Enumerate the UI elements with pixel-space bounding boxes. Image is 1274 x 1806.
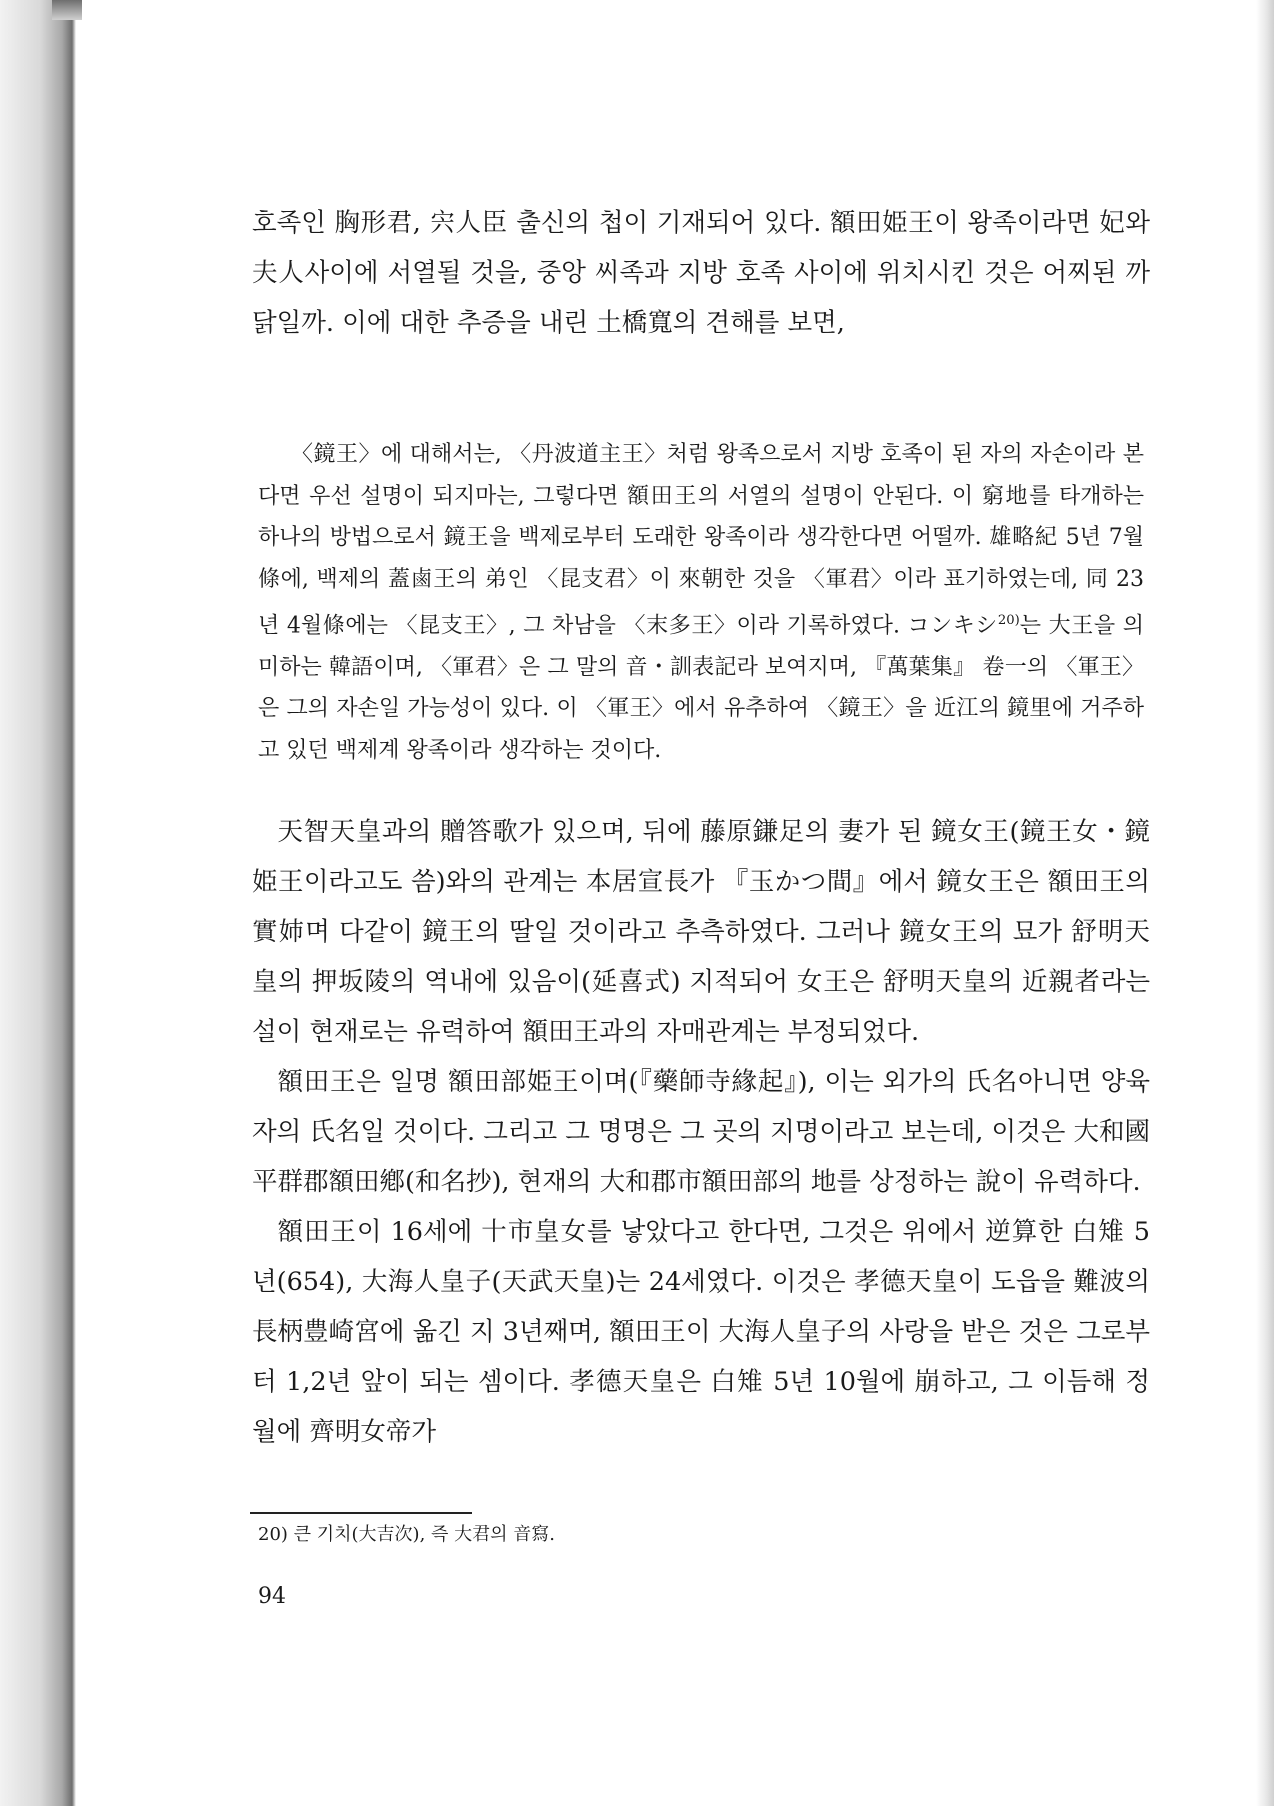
paragraph-4: 額田王이 16세에 十市皇女를 낳았다고 한다면, 그것은 위에서 逆算한 白雉 5년(654), 大海人皇子(天武天皇)는 24세였다. 이것은 孝德天皇이 도읍을 難波의 長柄豊崎宮에 옮긴 지 3년째며, 額田王이 大海人皇子의 사랑을 받은 것은 그로부터 1,2년 앞이 되는 셈이다. 孝德天皇은 白雉 5년 10월에 崩하고, 그 이듬해 정월에 齊明女帝가 [252, 1217, 1150, 1447]
page-number: 94 [258, 1584, 286, 1609]
book-spine-top [52, 0, 82, 20]
body-text-bottom [252, 807, 1150, 1457]
book-spine-edge [0, 0, 80, 1806]
footnote-marker: 20) [997, 613, 1020, 628]
book-page [80, 0, 1256, 1806]
body-text-top [252, 198, 1150, 348]
quote-part-a: 〈鏡王〉에 대해서는, 〈丹波道主王〉처럼 왕족으로서 지방 호족이 된 자의 자손이라 본다면 우선 설명이 되지마는, 그렇다면 額田王의 서열의 설명이 안된다. 이 窮地를 타개하는 하나의 방법으로서 鏡王을 백제로부터 도래한 왕족이라 생각한다면 어떨까. 雄略紀 5년 7월條에, 백제의 蓋鹵王의 弟인 〈昆支君〉이 來朝한 것을 〈軍君〉이라 표기하였는데, 同 23년 4월條에는 〈昆支王〉, 그 차남을 〈末多王〉이라 기록하였다. コンキシ [258, 442, 1144, 639]
paragraph-3: 額田王은 일명 額田部姫王이며(『藥師寺緣起』), 이는 외가의 氏名아니면 양육자의 氏名일 것이다. 그리고 그 명명은 그 곳의 지명이라고 보는데, 이것은 大和國平群郡額田鄕(和名抄), 현재의 大和郡市額田部의 地를 상정하는 說이 유력하다. [252, 1067, 1150, 1197]
footnote: 20) 큰 기치(大吉次), 즉 大君의 音寫. [258, 1524, 555, 1545]
paragraph-1: 호족인 胸形君, 宍人臣 출신의 첩이 기재되어 있다. 額田姫王이 왕족이라면 妃와 夫人사이에 서열될 것을, 중앙 씨족과 지방 호족 사이에 위치시킨 것은 어찌된 까닭일까. 이에 대한 추증을 내린 土橋寬의 견해를 보면, [252, 208, 1150, 338]
footnote-divider [250, 1512, 472, 1514]
block-quote [258, 434, 1144, 771]
block-quote-text [258, 434, 1144, 771]
paragraph-2: 天智天皇과의 贈答歌가 있으며, 뒤에 藤原鎌足의 妻가 된 鏡女王(鏡王女・鏡姫王이라고도 씀)와의 관계는 本居宣長가 『玉かつ間』에서 鏡女王은 額田王의 實姉며 다같이 鏡王의 딸일 것이라고 추측하였다. 그러나 鏡女王의 묘가 舒明天皇의 押坂陵의 역내에 있음이(延喜式) 지적되어 女王은 舒明天皇의 近親者라는 설이 현재로는 유력하여 額田王과의 자매관계는 부정되었다. [252, 817, 1150, 1047]
page-edge-shadow [1256, 0, 1274, 1806]
quote-part-b: 는 大王을 의미하는 韓語이며, 〈軍君〉은 그 말의 音・訓表記라 보여지며, 『萬葉集』 卷一의 〈軍王〉은 그의 자손일 가능성이 있다. 이 〈軍王〉에서 유추하여 〈鏡王〉을 近江의 鏡里에 거주하고 있던 백제계 왕족이라 생각하는 것이다. [258, 613, 1144, 763]
